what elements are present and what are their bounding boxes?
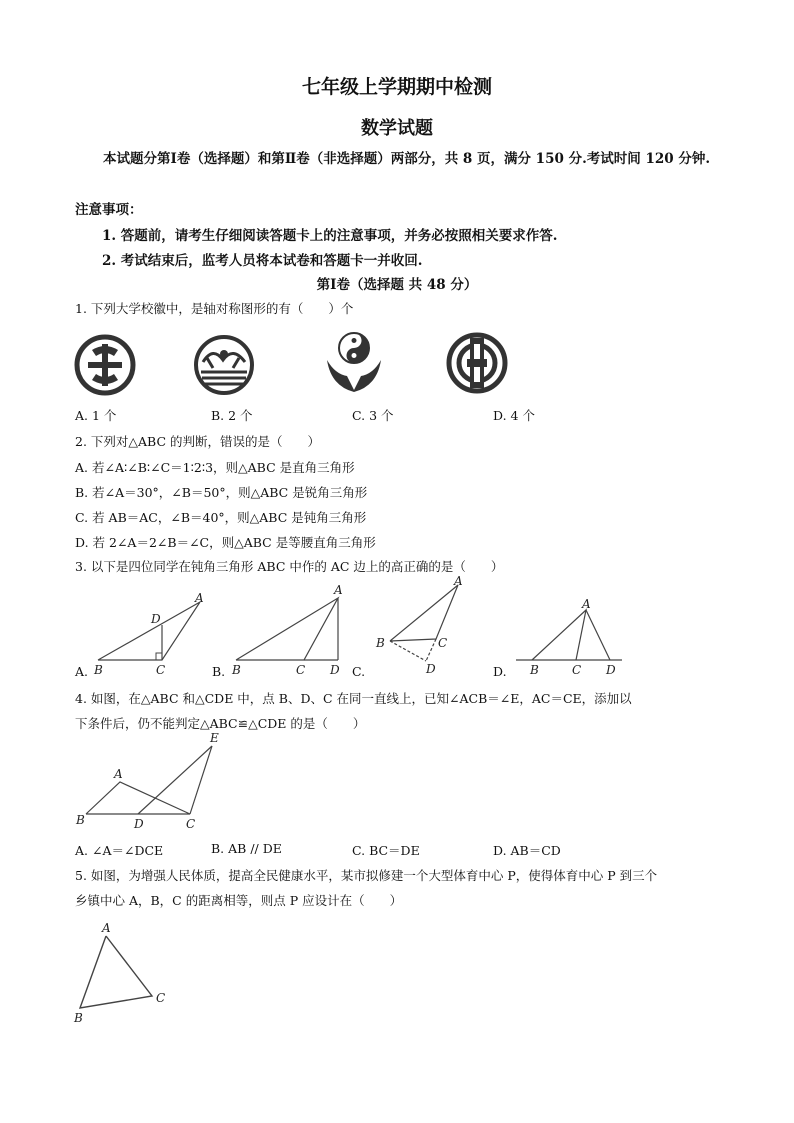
logo-2-icon bbox=[193, 334, 255, 396]
question-4-stem-line2: 下条件后，仍不能判定△ABC≌△CDE 的是（ ） bbox=[75, 716, 366, 731]
label-e: E bbox=[210, 731, 219, 745]
label-d: D bbox=[330, 663, 340, 677]
q4-figure bbox=[72, 732, 232, 832]
question-2-stem: 2. 下列对△ABC 的判断，错误的是（ ） bbox=[75, 434, 320, 449]
label-c: C bbox=[156, 663, 166, 677]
label-d: D bbox=[426, 662, 436, 676]
label-c: C bbox=[156, 991, 166, 1005]
label-b: B bbox=[530, 663, 539, 677]
q2-option-d: D. 若 2∠A＝2∠B＝∠C，则△ABC 是等腰直角三角形 bbox=[75, 535, 376, 550]
label-b: B bbox=[74, 1011, 83, 1025]
label-b: B bbox=[94, 663, 103, 677]
label-d: D bbox=[151, 612, 161, 626]
label-a: A bbox=[114, 767, 123, 781]
label-c: C bbox=[572, 663, 582, 677]
q4-option-c: C. BC＝DE bbox=[352, 843, 420, 858]
label-c: C bbox=[438, 636, 448, 650]
q4-option-a: A. ∠A＝∠DCE bbox=[75, 843, 164, 858]
label-b: B bbox=[376, 636, 385, 650]
label-c: C bbox=[186, 817, 196, 831]
question-4-stem-line1: 4. 如图，在△ABC 和△CDE 中，点 B、D、C 在同一直线上，已知∠ACB＝∠E，AC＝CE，添加以 bbox=[75, 691, 632, 706]
exam-intro: 本试题分第Ⅰ卷（选择题）和第Ⅱ卷（非选择题）两部分，共 8 页，满分 150 分.考试时间 120 分钟. bbox=[103, 151, 711, 167]
q3-option-c: C. bbox=[352, 664, 366, 679]
exam-subtitle: 数学试题 bbox=[361, 118, 433, 139]
q4-option-b: B. AB // DE bbox=[211, 841, 282, 856]
note-item: 1. 答题前，请考生仔细阅读答题卡上的注意事项，并务必按照相关要求作答. bbox=[102, 228, 558, 244]
q3-figure-c bbox=[370, 575, 480, 675]
question-5-stem-line2: 乡镇中心 A，B，C 的距离相等，则点 P 应设计在（ ） bbox=[75, 893, 403, 908]
notes-heading: 注意事项： bbox=[75, 202, 143, 218]
label-b: B bbox=[232, 663, 241, 677]
question-5-stem-line1: 5. 如图，为增强人民体质，提高全民健康水平，某市拟修建一个大型体育中心 P，使得体育中心 P 到三个 bbox=[75, 868, 658, 883]
q2-option-c: C. 若 AB＝AC，∠B＝40°，则△ABC 是钝角三角形 bbox=[75, 510, 367, 525]
logo-4-icon bbox=[446, 332, 508, 394]
note-item: 2. 考试结束后，监考人员将本试卷和答题卡一并收回. bbox=[102, 253, 423, 269]
label-a: A bbox=[582, 597, 591, 611]
label-c: C bbox=[296, 663, 306, 677]
q3-figure-a bbox=[88, 590, 218, 680]
q3-option-b: B. bbox=[212, 664, 226, 679]
label-d: D bbox=[606, 663, 616, 677]
q2-option-b: B. 若∠A＝30°，∠B＝50°，则△ABC 是锐角三角形 bbox=[75, 485, 368, 500]
label-d: D bbox=[134, 817, 144, 831]
section-title: 第Ⅰ卷（选择题 共 48 分） bbox=[316, 277, 478, 293]
label-a: A bbox=[334, 583, 343, 597]
q4-option-d: D. AB＝CD bbox=[493, 843, 561, 858]
label-a: A bbox=[454, 574, 463, 588]
q2-option-a: A. 若∠A∶∠B∶∠C＝1∶2∶3，则△ABC 是直角三角形 bbox=[75, 460, 355, 475]
label-b: B bbox=[76, 813, 85, 827]
q1-option-a: A. 1 个 bbox=[75, 408, 117, 423]
q3-option-d: D. bbox=[493, 664, 507, 679]
question-3-stem: 3. 以下是四位同学在钝角三角形 ABC 中作的 AC 边上的高正确的是（ ） bbox=[75, 559, 504, 574]
label-a: A bbox=[195, 591, 204, 605]
yin-yang-logo-icon bbox=[323, 330, 385, 396]
q1-option-d: D. 4 个 bbox=[493, 408, 535, 423]
q1-option-b: B. 2 个 bbox=[211, 408, 253, 423]
q3-figure-d bbox=[510, 594, 630, 680]
exam-title: 七年级上学期期中检测 bbox=[301, 76, 492, 98]
logo-1-icon bbox=[74, 334, 136, 396]
q3-option-a: A. bbox=[75, 664, 89, 679]
label-a: A bbox=[102, 921, 111, 935]
question-1-stem: 1. 下列大学校徽中，是轴对称图形的有（ ）个 bbox=[75, 301, 354, 316]
q5-figure bbox=[70, 918, 190, 1028]
q3-figure-b bbox=[226, 580, 366, 680]
q1-option-c: C. 3 个 bbox=[352, 408, 394, 423]
